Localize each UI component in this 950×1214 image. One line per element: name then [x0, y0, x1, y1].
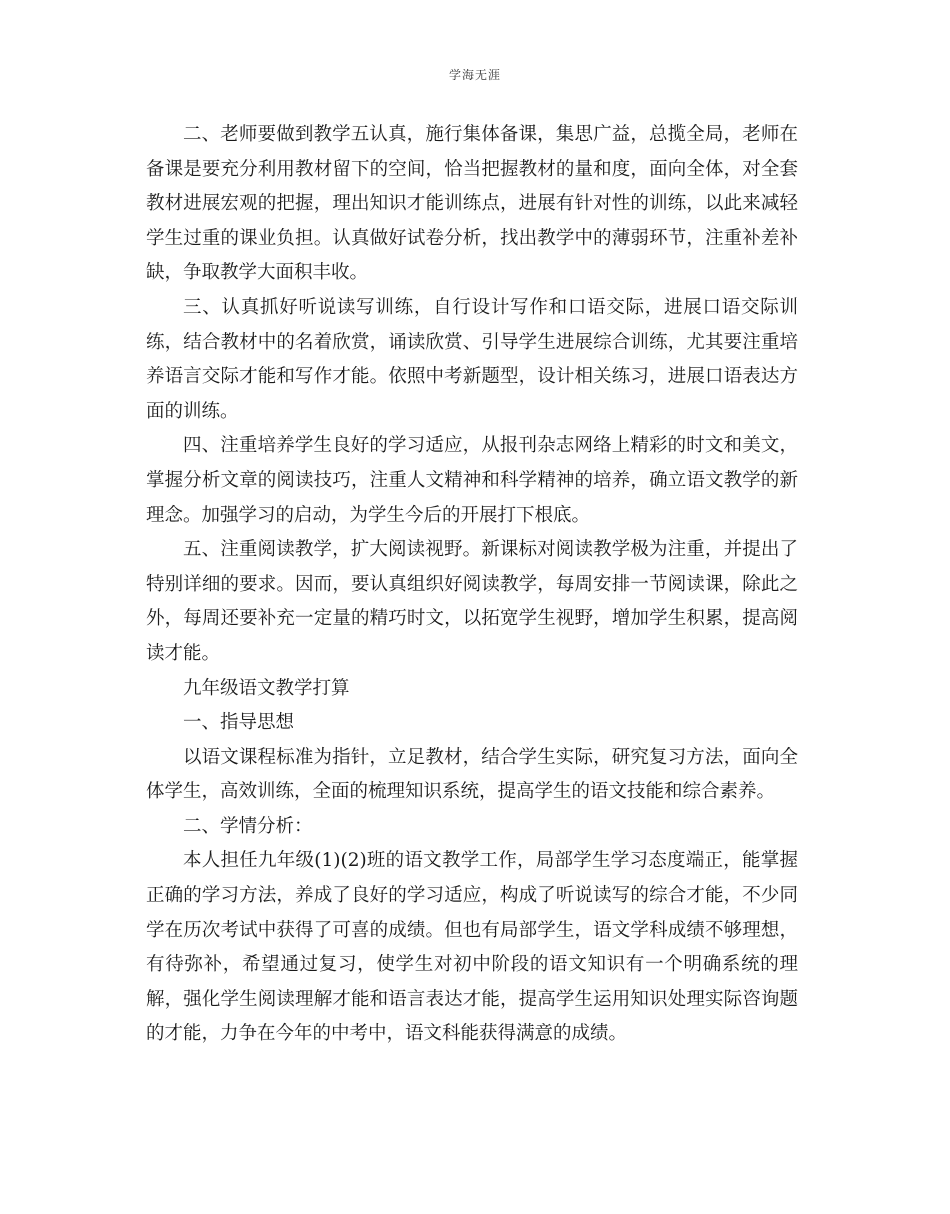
document-body	[146, 118, 798, 1052]
heading-guiding-ideology: 一、指导思想	[183, 712, 295, 734]
page-header: 学海无涯	[448, 68, 501, 82]
section-title-grade9-plan: 九年级语文教学打算	[183, 677, 350, 699]
paragraph-study-habits: 四、注重培养学生良好的学习适应，从报刊杂志网络上精彩的时文和美文，掌握分析文章的阅读技巧，注重人文精神和科学精神的培养，确立语文教学的新理念。加强学习的启动，为学生今后的开展打下根底。	[146, 435, 798, 526]
paragraph-reading-teaching: 五、注重阅读教学，扩大阅读视野。新课标对阅读教学极为注重，并提出了特别详细的要求。因而，要认真组织好阅读教学，每周安排一节阅读课，除此之外，每周还要补充一定量的精巧时文，以拓宽学生视野，增加学生积累，提高阅读才能。	[146, 539, 798, 664]
paragraph-teaching-requirements: 二、老师要做到教学五认真，施行集体备课，集思广益，总揽全局，老师在备课是要充分利用教材留下的空间，恰当把握教材的量和度，面向全体，对全套教材进展宏观的把握，理出知识才能训练点，进展有针对性的训练，以此来减轻学生过重的课业负担。认真做好试卷分析，找出教学中的薄弱环节，注重补差补缺，争取教学大面积丰收。	[146, 124, 798, 284]
paragraph-student-analysis: 本人担任九年级(1)(2)班的语文教学工作，局部学生学习态度端正，能掌握正确的学习方法，养成了良好的学习适应，构成了听说读写的综合才能，不少同学在历次考试中获得了可喜的成绩。但也有局部学生，语文学科成绩不够理想，有待弥补，希望通过复习，使学生对初中阶段的语文知识有一个明确系统的理解，强化学生阅读理解才能和语言表达才能，提高学生运用知识处理实际咨询题的才能，力争在今年的中考中，语文科能获得满意的成绩。	[146, 850, 798, 1045]
paragraph-listening-speaking-training: 三、认真抓好听说读写训练，自行设计写作和口语交际，进展口语交际训练，结合教材中的名着欣赏，诵读欣赏、引导学生进展综合训练，尤其要注重培养语言交际才能和写作才能。依照中考新题型，设计相关练习，进展口语表达方面的训练。	[146, 296, 798, 422]
heading-student-analysis: 二、学情分析：	[183, 815, 313, 837]
paragraph-guiding-ideology: 以语文课程标准为指针，立足教材，结合学生实际，研究复习方法，面向全体学生，高效训练，全面的梳理知识系统，提高学生的语文技能和综合素养。	[146, 746, 798, 803]
